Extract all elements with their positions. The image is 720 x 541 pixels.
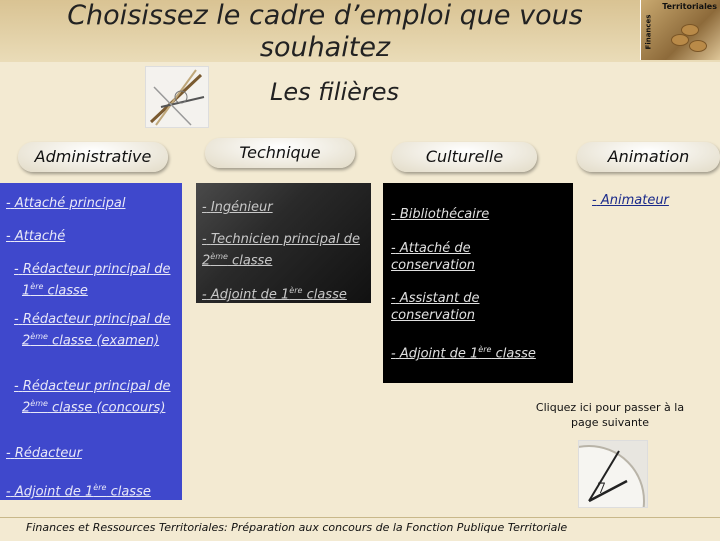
tab-animation[interactable]: Animation [577, 142, 720, 172]
coin-icon [681, 24, 699, 36]
link-redacteur-principal-2-concours[interactable]: - Rédacteur principal de 2ème classe (concours) [14, 379, 171, 416]
tab-administrative[interactable]: Administrative [18, 142, 168, 172]
page-title: Choisissez le cadre d’emploi que vous souhaitez [67, 0, 583, 63]
culturelle-panel [383, 183, 573, 383]
technique-panel [196, 183, 371, 303]
clock-image[interactable] [578, 440, 648, 508]
logo-text-top: Territoriales [662, 2, 717, 11]
link-adjoint-1-admin[interactable]: - Adjoint de 1ère classe [6, 483, 151, 500]
link-redacteur[interactable]: - Rédacteur [6, 446, 82, 461]
coin-icon [689, 40, 707, 52]
link-attache-principal[interactable]: - Attaché principal [6, 196, 126, 211]
logo-text-side: Finances [644, 14, 653, 50]
section-subtitle: Les filières [270, 78, 400, 106]
link-adjoint-1-tech[interactable]: - Adjoint de 1ère classe [202, 286, 347, 303]
link-adjoint-1-cult[interactable]: - Adjoint de 1ère classe [391, 345, 536, 362]
link-bibliothecaire[interactable]: - Bibliothécaire [391, 207, 490, 222]
next-page-link[interactable]: Cliquez ici pour passer à la page suivante [535, 401, 685, 429]
link-technicien-principal[interactable]: - Technicien principal de 2ème classe [202, 232, 360, 269]
footer-text: Finances et Ressources Territoriales: Préparation aux concours de la Fonction Publique Territoriale [26, 521, 568, 534]
link-attache[interactable]: - Attaché [6, 229, 66, 244]
link-attache-conservation[interactable]: - Attaché de conservation [391, 241, 476, 273]
footer [0, 517, 720, 541]
tab-culturelle[interactable]: Culturelle [392, 142, 537, 172]
link-assistant-conservation[interactable]: - Assistant de conservation [391, 291, 480, 323]
tab-technique[interactable]: Technique [205, 138, 355, 168]
svg-text:7: 7 [597, 481, 606, 497]
finances-logo [640, 0, 720, 60]
link-redacteur-principal-2-examen[interactable]: - Rédacteur principal de 2ème classe (examen) [14, 312, 171, 349]
coin-icon [671, 34, 689, 46]
link-redacteur-principal-1[interactable]: - Rédacteur principal de 1ère classe [14, 262, 171, 299]
administrative-panel [0, 183, 182, 500]
link-ingenieur[interactable]: - Ingénieur [202, 200, 273, 215]
link-animateur[interactable]: - Animateur [592, 193, 669, 208]
pens-image [145, 66, 209, 128]
